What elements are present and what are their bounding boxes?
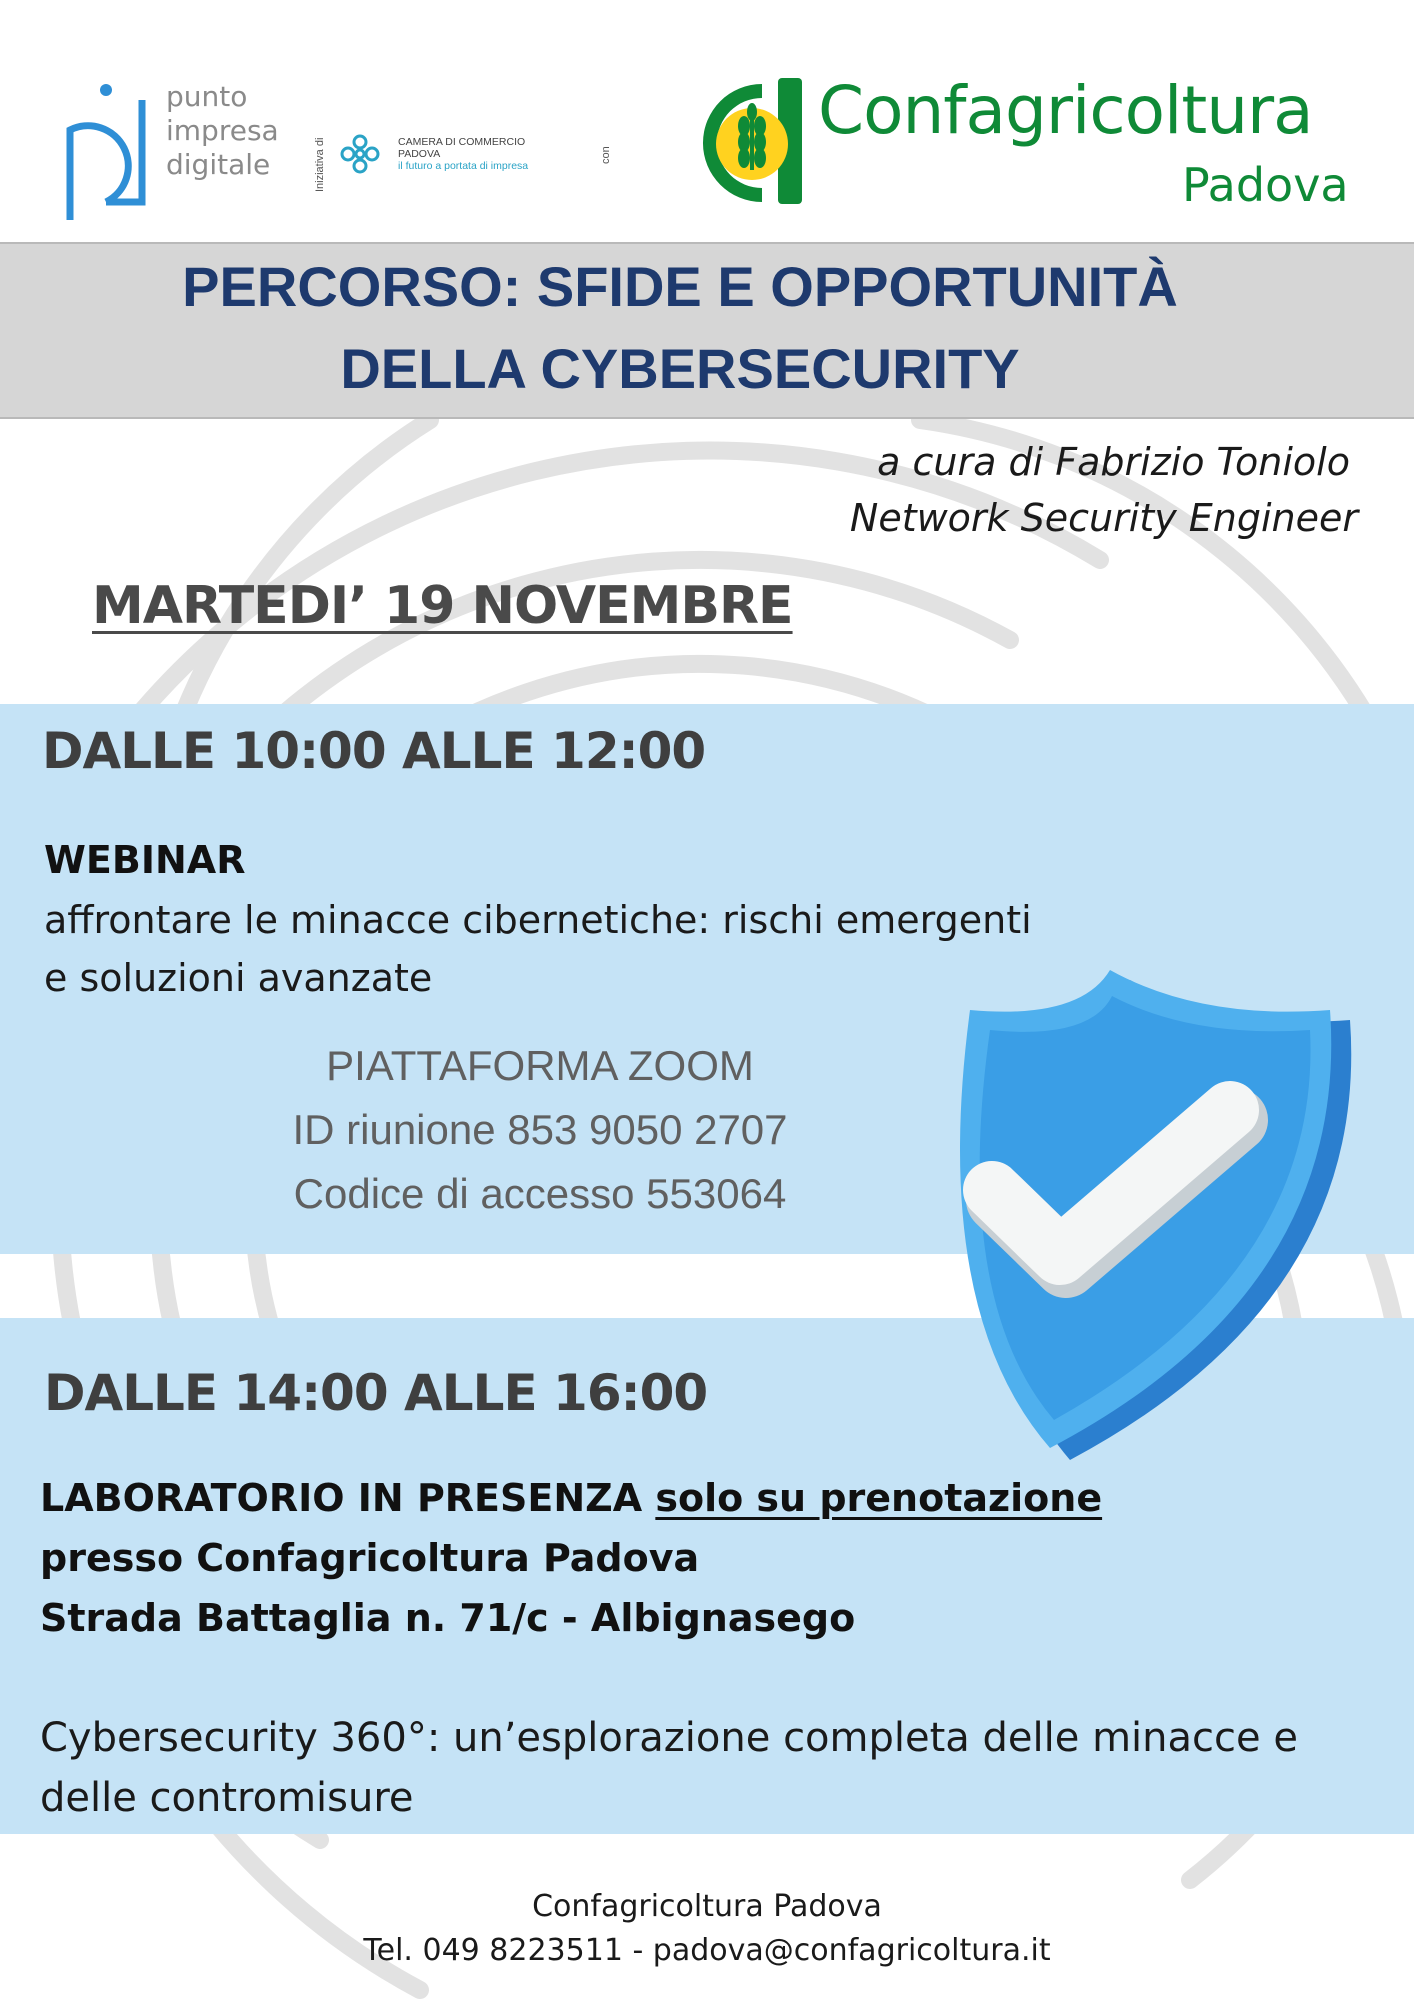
session2-topic-line2: delle contromisure xyxy=(40,1775,414,1821)
curator-block xyxy=(640,434,1358,546)
zoom-platform: PIATTAFORMA ZOOM xyxy=(326,1042,754,1089)
punto-impresa-digitale-logo xyxy=(62,80,302,230)
page-title-line1: PERCORSO: SFIDE E OPPORTUNITÀ xyxy=(182,255,1178,318)
zoom-details xyxy=(260,1034,820,1226)
initiative-label: Iniziativa di xyxy=(314,137,326,192)
session1-topic-line1: affrontare le minacce cibernetiche: rischi emergenti xyxy=(44,898,1032,942)
pid-icon xyxy=(62,80,150,230)
pid-line1: punto xyxy=(166,80,248,113)
session2-topic-line1: Cybersecurity 360°: un’esplorazione completa delle minacce e xyxy=(40,1715,1298,1761)
session1-time: DALLE 10:00 ALLE 12:00 xyxy=(42,722,706,780)
session2-booking-note: solo su prenotazione xyxy=(655,1476,1103,1520)
session2-address: Strada Battaglia n. 71/c - Albignasego xyxy=(40,1596,856,1640)
session2-venue: presso Confagricoltura Padova xyxy=(40,1536,700,1580)
camera-line2: PADOVA xyxy=(398,148,441,160)
camera-commercio-icon xyxy=(338,132,382,176)
curator-role: Network Security Engineer xyxy=(849,496,1358,540)
event-date: MARTEDI’ 19 NOVEMBRE xyxy=(92,576,793,636)
camera-line3: il futuro a portata di impresa xyxy=(398,160,529,172)
confagricoltura-city: Padova xyxy=(1182,158,1349,212)
camera-line1: CAMERA DI COMMERCIO xyxy=(398,136,526,148)
confagricoltura-name: Confagricoltura xyxy=(818,72,1313,149)
zoom-access-code: Codice di accesso 553064 xyxy=(293,1170,787,1217)
footer-contacts: Tel. 049 8223511 - padova@confagricoltura.it xyxy=(363,1933,1051,1968)
session1-type: WEBINAR xyxy=(44,838,246,882)
session2-type: LABORATORIO IN PRESENZA xyxy=(40,1476,643,1520)
curator-name: a cura di Fabrizio Toniolo xyxy=(877,440,1350,484)
footer-org: Confagricoltura Padova xyxy=(532,1889,882,1924)
confagricoltura-logo xyxy=(698,68,1388,218)
camera-commercio-logo xyxy=(338,130,588,180)
con-label: con xyxy=(600,146,612,164)
page-title-line2: DELLA CYBERSECURITY xyxy=(340,337,1020,400)
session2-time: DALLE 14:00 ALLE 16:00 xyxy=(44,1364,708,1422)
pid-line2: impresa xyxy=(166,114,279,147)
title-band xyxy=(0,242,1414,419)
zoom-meeting-id: ID riunione 853 9050 2707 xyxy=(292,1106,788,1153)
session1-topic-line2: e soluzioni avanzate xyxy=(44,956,433,1000)
pid-line3: digitale xyxy=(166,148,271,181)
confagricoltura-emblem-icon xyxy=(698,68,820,210)
shield-check-icon xyxy=(930,960,1370,1480)
